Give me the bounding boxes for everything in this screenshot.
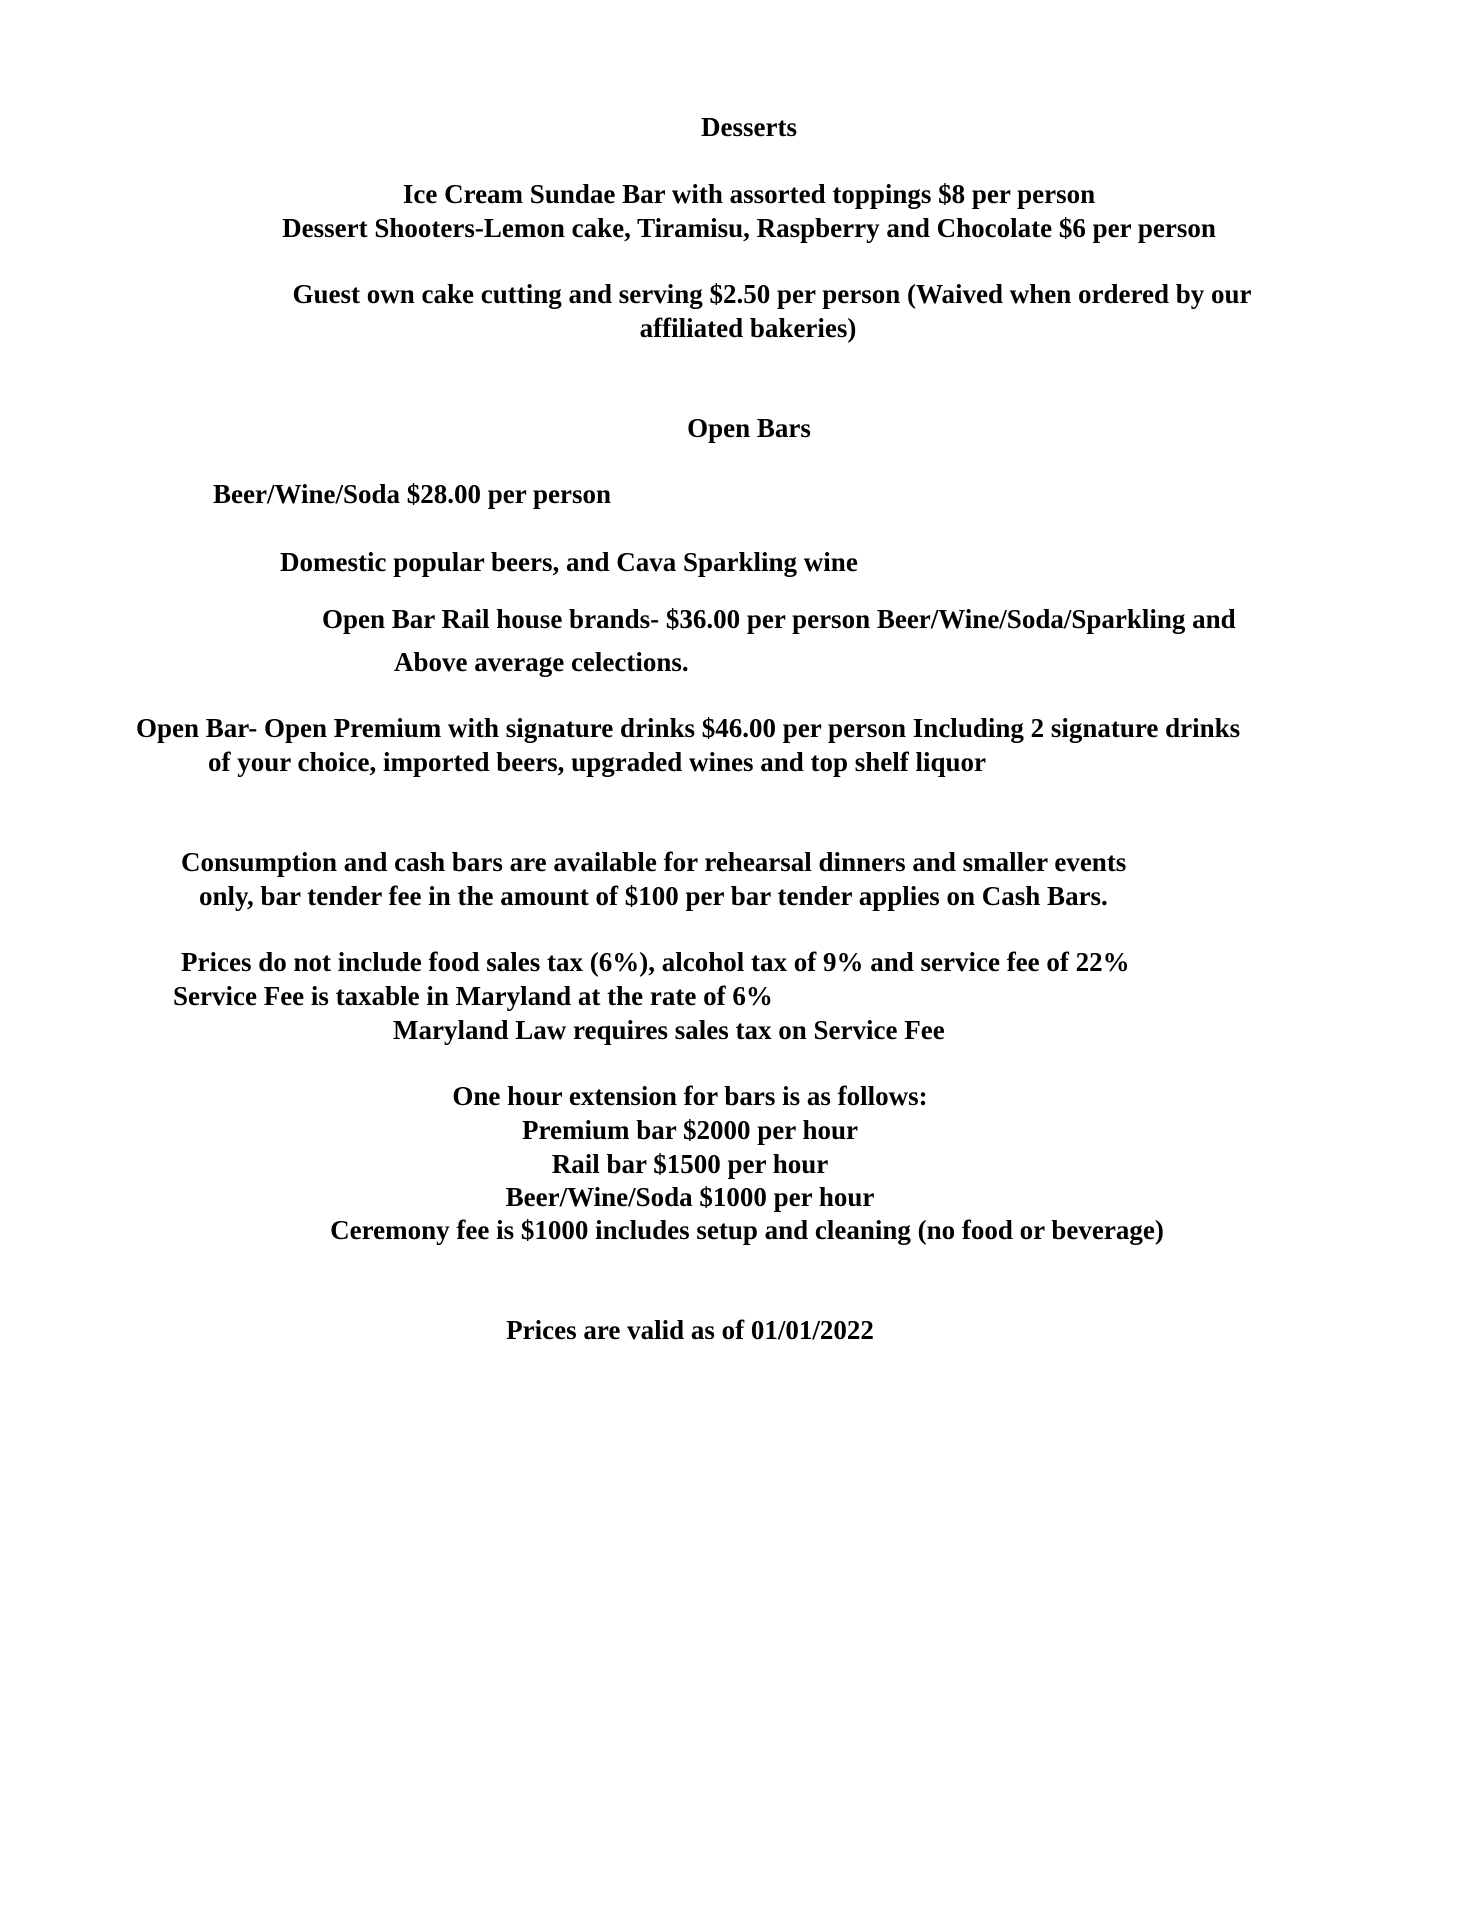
ceremony-fee: Ceremony fee is $1000 includes setup and cleaning (no food or beverage)	[330, 1215, 1164, 1245]
dessert-shooters-item: Dessert Shooters-Lemon cake, Tiramisu, Raspberry and Chocolate $6 per person	[282, 213, 1216, 243]
tax-note-line-2: Service Fee is taxable in Maryland at the rate of 6%	[173, 981, 773, 1011]
sundae-bar-item: Ice Cream Sundae Bar with assorted toppings $8 per person	[402, 179, 1096, 209]
cake-cutting-line-1: Guest own cake cutting and serving $2.50 per person (Waived when ordered by our	[292, 279, 1252, 309]
rail-bar-line-2: Above average celections.	[394, 647, 689, 677]
desserts-heading: Desserts	[701, 112, 797, 142]
premium-bar-line-2: of your choice, imported beers, upgraded wines and top shelf liquor	[208, 747, 987, 777]
consumption-line-1: Consumption and cash bars are available for rehearsal dinners and smaller events	[181, 847, 1127, 877]
tax-note-line-1: Prices do not include food sales tax (6%), alcohol tax of 9% and service fee of 22%	[181, 947, 1130, 977]
open-bars-heading: Open Bars	[687, 413, 811, 443]
validity-note: Prices are valid as of 01/01/2022	[506, 1315, 874, 1345]
extension-rail: Rail bar $1500 per hour	[551, 1149, 829, 1179]
premium-bar-line-1: Open Bar- Open Premium with signature drinks $46.00 per person Including 2 signature drinks	[136, 713, 1241, 743]
beer-wine-soda-package: Beer/Wine/Soda $28.00 per person	[213, 479, 612, 509]
rail-bar-line-1: Open Bar Rail house brands- $36.00 per person Beer/Wine/Soda/Sparkling and	[322, 604, 1236, 634]
extension-heading: One hour extension for bars is as follows:	[452, 1081, 928, 1111]
consumption-line-2: only, bar tender fee in the amount of $100 per bar tender applies on Cash Bars.	[199, 881, 1108, 911]
cake-cutting-line-2: affiliated bakeries)	[639, 313, 857, 343]
domestic-beers-note: Domestic popular beers, and Cava Sparkling wine	[280, 547, 858, 577]
extension-premium: Premium bar $2000 per hour	[522, 1115, 858, 1145]
tax-note-line-3: Maryland Law requires sales tax on Service Fee	[393, 1015, 945, 1045]
extension-beer: Beer/Wine/Soda $1000 per hour	[505, 1182, 875, 1212]
